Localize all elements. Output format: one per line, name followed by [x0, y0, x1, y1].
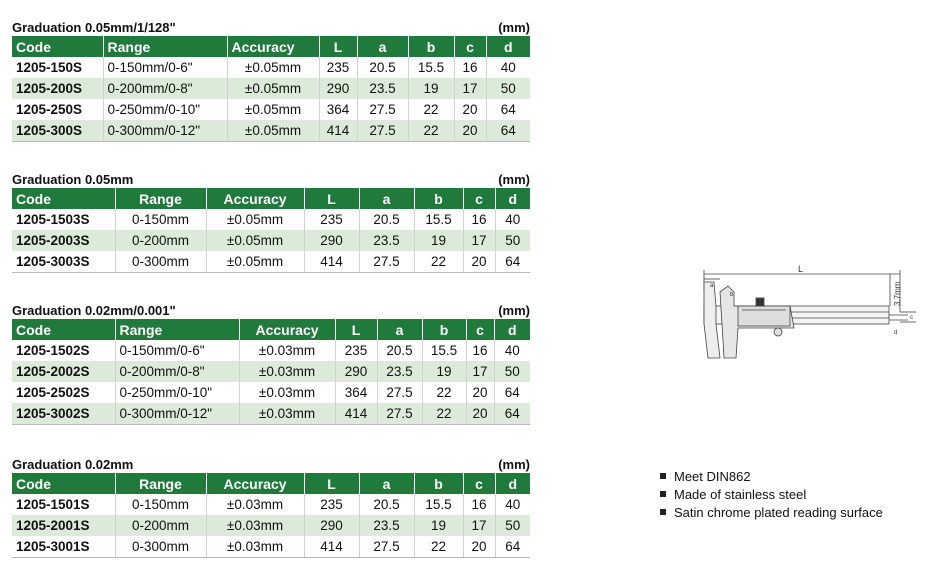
col-header-a: a — [359, 473, 414, 494]
col-header-range: Range — [115, 188, 206, 209]
col-header-a: a — [359, 188, 414, 209]
cell-range: 0-300mm/0-12" — [103, 120, 227, 142]
label-a: a — [710, 283, 714, 289]
col-header-range: Range — [115, 319, 239, 340]
cell-L: 235 — [304, 494, 359, 515]
cell-c: 16 — [454, 57, 486, 78]
feature-text: Meet DIN862 — [674, 469, 751, 484]
cell-d: 64 — [494, 403, 530, 425]
label-c: c — [910, 315, 913, 321]
bullet-icon — [660, 491, 666, 497]
cell-a: 27.5 — [357, 99, 408, 120]
cell-accuracy: ±0.03mm — [206, 494, 304, 515]
cell-d: 40 — [500, 60, 516, 75]
cell-c: 20 — [463, 536, 495, 558]
table-header-row — [12, 36, 530, 57]
col-header-c: c — [463, 188, 495, 209]
cell-accuracy: ±0.03mm — [239, 361, 335, 382]
cell-range: 0-150mm/0-6" — [103, 57, 227, 78]
cell-b: 22 — [414, 536, 463, 558]
cell-d: 64 — [504, 385, 520, 400]
cell-code: 1205-300S — [12, 120, 103, 142]
col-header-code: Code — [12, 36, 103, 57]
cell-a: 27.5 — [377, 382, 422, 403]
cell-d: 40 — [504, 343, 520, 358]
cell-accuracy: ±0.05mm — [227, 57, 319, 78]
cell-code: 1205-250S — [12, 99, 103, 120]
feature-text: Satin chrome plated reading surface — [674, 505, 883, 520]
cell-code: 1205-2502S — [12, 382, 115, 403]
lock-screw — [756, 298, 764, 306]
feature-list — [660, 468, 883, 522]
cell-d: 40 — [505, 212, 521, 227]
label-depth: 3.7mm — [893, 281, 902, 306]
table-header-row — [12, 319, 530, 340]
section-title: Graduation 0.05mm — [12, 172, 134, 187]
col-header-b: b — [414, 188, 463, 209]
col-header-d: d — [495, 473, 530, 494]
col-header-range: Range — [103, 36, 227, 57]
cell-L: 364 — [335, 382, 377, 403]
spec-section-2 — [12, 172, 530, 273]
cell-code: 1205-3001S — [12, 536, 115, 558]
cell-accuracy: ±0.05mm — [206, 209, 304, 230]
cell-b: 19 — [422, 361, 466, 382]
section-heading — [12, 172, 530, 188]
cell-accuracy: ±0.03mm — [206, 515, 304, 536]
table-row — [12, 99, 530, 120]
cell-range: 0-200mm — [115, 515, 206, 536]
cell-b: 15.5 — [408, 57, 454, 78]
section-heading — [12, 20, 530, 36]
col-header-a: a — [377, 319, 422, 340]
section-title: Graduation 0.02mm — [12, 457, 134, 472]
cell-d: 50 — [494, 361, 530, 382]
cell-c: 16 — [463, 209, 495, 230]
cell-c: 17 — [463, 515, 495, 536]
section-heading — [12, 303, 530, 319]
col-header-accuracy: Accuracy — [239, 319, 335, 340]
cell-a: 20.5 — [357, 57, 408, 78]
cell-c: 20 — [466, 382, 494, 403]
cell-L: 290 — [304, 515, 359, 536]
cell-L: 414 — [335, 403, 377, 425]
spec-section-3 — [12, 303, 530, 425]
cell-d: 64 — [486, 120, 530, 142]
col-header-accuracy: Accuracy — [206, 188, 304, 209]
cell-b: 19 — [414, 515, 463, 536]
cell-c: 20 — [466, 403, 494, 425]
spec-table — [12, 188, 530, 273]
col-header-d: d — [495, 188, 530, 209]
cell-range: 0-200mm/0-8" — [115, 361, 239, 382]
cell-range: 0-300mm — [115, 536, 206, 558]
cell-c: 17 — [454, 78, 486, 99]
spec-table — [12, 319, 530, 425]
table-row — [12, 251, 530, 273]
cell-c: 20 — [463, 251, 495, 273]
cell-a: 23.5 — [359, 230, 414, 251]
cell-d: 50 — [495, 515, 530, 536]
section-unit: (mm) — [498, 172, 530, 187]
label-b: b — [730, 292, 734, 298]
cell-a: 23.5 — [377, 361, 422, 382]
cell-range: 0-250mm/0-10" — [115, 382, 239, 403]
col-header-d: d — [486, 36, 530, 57]
cell-code: 1205-2001S — [12, 515, 115, 536]
cell-d: 50 — [495, 230, 530, 251]
spec-table — [12, 473, 530, 558]
cell-a: 20.5 — [377, 340, 422, 361]
col-header-d: d — [494, 319, 530, 340]
label-d: d — [894, 330, 898, 336]
cell-d: 64 — [495, 536, 530, 558]
table-header-row — [12, 473, 530, 494]
spec-section-1 — [12, 20, 530, 142]
table-row — [12, 494, 530, 515]
list-item — [660, 486, 883, 504]
cell-range: 0-150mm — [115, 494, 206, 515]
cell-L: 414 — [304, 251, 359, 273]
cell-a: 27.5 — [359, 251, 414, 273]
cell-code: 1205-200S — [12, 78, 103, 99]
col-header-L: L — [335, 319, 377, 340]
section-title: Graduation 0.02mm/0.001" — [12, 303, 176, 318]
cell-c: 20 — [454, 120, 486, 142]
cell-c: 17 — [466, 361, 494, 382]
spec-table — [12, 36, 530, 142]
cell-code: 1205-1503S — [12, 209, 115, 230]
cell-code: 1205-3003S — [12, 251, 115, 273]
col-header-a: a — [357, 36, 408, 57]
cell-d: 64 — [500, 102, 516, 117]
col-header-b: b — [422, 319, 466, 340]
cell-a: 20.5 — [359, 494, 414, 515]
col-header-L: L — [304, 188, 359, 209]
cell-d: 50 — [486, 78, 530, 99]
cell-L: 290 — [304, 230, 359, 251]
cell-a: 27.5 — [377, 403, 422, 425]
cell-b: 22 — [408, 99, 454, 120]
cell-range: 0-300mm — [115, 251, 206, 273]
cell-range: 0-200mm — [115, 230, 206, 251]
cell-range: 0-300mm/0-12" — [115, 403, 239, 425]
bullet-icon — [660, 473, 666, 479]
cell-range: 0-150mm — [115, 209, 206, 230]
table-row — [12, 515, 530, 536]
cell-accuracy: ±0.03mm — [206, 536, 304, 558]
section-heading — [12, 457, 530, 473]
table-row — [12, 209, 530, 230]
cell-accuracy: ±0.05mm — [227, 99, 319, 120]
feature-text: Made of stainless steel — [674, 487, 807, 502]
spec-section-4 — [12, 457, 530, 558]
table-row — [12, 403, 530, 425]
cell-L: 235 — [319, 57, 357, 78]
cell-L: 414 — [319, 120, 357, 142]
cell-c: 20 — [454, 99, 486, 120]
cell-a: 20.5 — [359, 209, 414, 230]
cell-range: 0-200mm/0-8" — [103, 78, 227, 99]
col-header-code: Code — [12, 188, 115, 209]
cell-accuracy: ±0.03mm — [239, 382, 335, 403]
cell-code: 1205-150S — [12, 57, 103, 78]
cell-b: 22 — [422, 382, 466, 403]
col-header-code: Code — [12, 473, 115, 494]
section-title: Graduation 0.05mm/1/128" — [12, 20, 176, 35]
col-header-L: L — [304, 473, 359, 494]
cell-code: 1205-3002S — [12, 403, 115, 425]
cell-a: 27.5 — [357, 120, 408, 142]
cell-a: 27.5 — [359, 536, 414, 558]
list-item — [660, 504, 883, 522]
cell-a: 23.5 — [359, 515, 414, 536]
thumb-wheel — [774, 328, 782, 336]
table-header-row — [12, 188, 530, 209]
section-unit: (mm) — [498, 20, 530, 35]
col-header-accuracy: Accuracy — [227, 36, 319, 57]
label-L: L — [798, 264, 804, 274]
cell-b: 15.5 — [414, 209, 463, 230]
col-header-b: b — [414, 473, 463, 494]
table-row — [12, 536, 530, 558]
table-row — [12, 120, 530, 142]
cell-b: 19 — [414, 230, 463, 251]
section-unit: (mm) — [498, 303, 530, 318]
cell-b: 22 — [422, 403, 466, 425]
col-header-c: c — [463, 473, 495, 494]
table-row — [12, 230, 530, 251]
cell-c: 17 — [463, 230, 495, 251]
cell-L: 235 — [335, 340, 377, 361]
cell-accuracy: ±0.03mm — [239, 340, 335, 361]
col-header-range: Range — [115, 473, 206, 494]
cell-d: 64 — [495, 251, 530, 273]
cell-L: 364 — [319, 99, 357, 120]
table-row — [12, 340, 530, 361]
col-header-c: c — [454, 36, 486, 57]
cell-accuracy: ±0.05mm — [227, 120, 319, 142]
cell-a: 23.5 — [357, 78, 408, 99]
table-row — [12, 361, 530, 382]
cell-L: 414 — [304, 536, 359, 558]
cell-code: 1205-2003S — [12, 230, 115, 251]
cell-code: 1205-1501S — [12, 494, 115, 515]
list-item — [660, 468, 883, 486]
table-row — [12, 382, 530, 403]
cell-d: 40 — [505, 497, 521, 512]
cell-L: 290 — [319, 78, 357, 99]
cell-L: 235 — [304, 209, 359, 230]
col-header-c: c — [466, 319, 494, 340]
cell-b: 22 — [414, 251, 463, 273]
cell-c: 16 — [466, 340, 494, 361]
cell-range: 0-150mm/0-6" — [115, 340, 239, 361]
cell-accuracy: ±0.05mm — [227, 78, 319, 99]
table-row — [12, 57, 530, 78]
cell-L: 290 — [335, 361, 377, 382]
cell-b: 15.5 — [422, 340, 466, 361]
col-header-L: L — [319, 36, 357, 57]
bullet-icon — [660, 509, 666, 515]
caliper-drawing — [690, 262, 920, 372]
cell-range: 0-250mm/0-10" — [103, 99, 227, 120]
col-header-b: b — [408, 36, 454, 57]
cell-b: 15.5 — [414, 494, 463, 515]
cell-b: 19 — [408, 78, 454, 99]
table-row — [12, 78, 530, 99]
cell-accuracy: ±0.03mm — [239, 403, 335, 425]
section-unit: (mm) — [498, 457, 530, 472]
cell-c: 16 — [463, 494, 495, 515]
col-header-code: Code — [12, 319, 115, 340]
cell-b: 22 — [408, 120, 454, 142]
cell-code: 1205-2002S — [12, 361, 115, 382]
col-header-accuracy: Accuracy — [206, 473, 304, 494]
cell-code: 1205-1502S — [12, 340, 115, 361]
cell-accuracy: ±0.05mm — [206, 230, 304, 251]
cell-accuracy: ±0.05mm — [206, 251, 304, 273]
